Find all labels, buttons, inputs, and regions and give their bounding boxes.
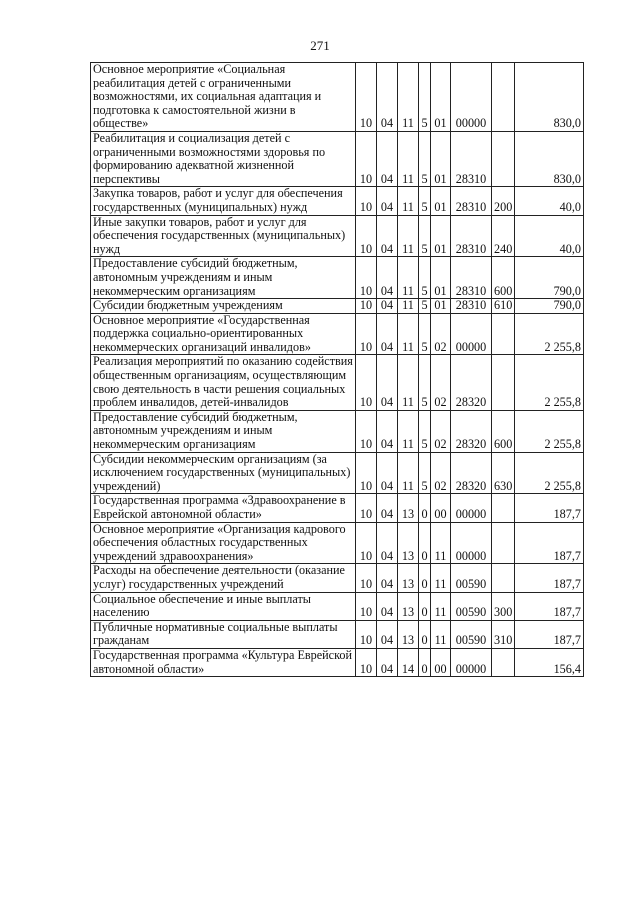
amount: 156,4 <box>515 648 584 676</box>
measure-code: 01 <box>431 63 451 132</box>
table-row <box>91 522 584 564</box>
direction-code: 28310 <box>451 131 492 186</box>
amount: 187,7 <box>515 620 584 648</box>
table-row <box>91 410 584 452</box>
section-code: 10 <box>356 187 377 215</box>
direction-code: 00000 <box>451 313 492 355</box>
table-row <box>91 313 584 355</box>
expense-name: Расходы на обеспечение деятельности (оказание услуг) государственных учреждений <box>91 564 356 592</box>
section-code: 10 <box>356 564 377 592</box>
section-code: 10 <box>356 313 377 355</box>
program-code: 11 <box>398 187 419 215</box>
expense-name: Основное мероприятие «Организация кадрового обеспечения областных государственных учреждений здравоохранения» <box>91 522 356 564</box>
section-code: 10 <box>356 648 377 676</box>
subprogram-code: 5 <box>419 452 431 494</box>
direction-code: 28320 <box>451 355 492 410</box>
subsection-code: 04 <box>377 215 398 257</box>
program-code: 14 <box>398 648 419 676</box>
subprogram-code: 5 <box>419 215 431 257</box>
subsection-code: 04 <box>377 410 398 452</box>
expense-type-code: 300 <box>492 592 515 620</box>
table-row <box>91 299 584 314</box>
expense-name: Государственная программа «Культура Еврейской автономной области» <box>91 648 356 676</box>
subsection-code: 04 <box>377 494 398 522</box>
table-row <box>91 131 584 186</box>
measure-code: 00 <box>431 648 451 676</box>
amount: 187,7 <box>515 564 584 592</box>
subprogram-code: 5 <box>419 63 431 132</box>
direction-code: 28310 <box>451 257 492 299</box>
expense-type-code: 200 <box>492 187 515 215</box>
program-code: 13 <box>398 494 419 522</box>
subprogram-code: 5 <box>419 299 431 314</box>
budget-table <box>90 62 584 677</box>
direction-code: 00000 <box>451 494 492 522</box>
table-row <box>91 648 584 676</box>
subprogram-code: 0 <box>419 620 431 648</box>
direction-code: 00000 <box>451 648 492 676</box>
expense-name: Реабилитация и социализация детей с ограниченными возможностями здоровья по формированию адекватной жизненной перспективы <box>91 131 356 186</box>
section-code: 10 <box>356 215 377 257</box>
amount: 40,0 <box>515 215 584 257</box>
subsection-code: 04 <box>377 620 398 648</box>
table-row <box>91 620 584 648</box>
direction-code: 28310 <box>451 215 492 257</box>
measure-code: 02 <box>431 313 451 355</box>
subsection-code: 04 <box>377 522 398 564</box>
expense-type-code <box>492 494 515 522</box>
direction-code: 28310 <box>451 187 492 215</box>
subprogram-code: 5 <box>419 410 431 452</box>
table-row <box>91 63 584 132</box>
expense-type-code: 630 <box>492 452 515 494</box>
subsection-code: 04 <box>377 299 398 314</box>
amount: 187,7 <box>515 592 584 620</box>
section-code: 10 <box>356 620 377 648</box>
amount: 2 255,8 <box>515 313 584 355</box>
expense-name: Социальное обеспечение и иные выплаты населению <box>91 592 356 620</box>
amount: 40,0 <box>515 187 584 215</box>
program-code: 13 <box>398 592 419 620</box>
program-code: 11 <box>398 410 419 452</box>
expense-type-code: 240 <box>492 215 515 257</box>
section-code: 10 <box>356 131 377 186</box>
program-code: 11 <box>398 452 419 494</box>
subsection-code: 04 <box>377 257 398 299</box>
table-row <box>91 592 584 620</box>
expense-name: Иные закупки товаров, работ и услуг для обеспечения государственных (муниципальных) нужд <box>91 215 356 257</box>
program-code: 11 <box>398 355 419 410</box>
amount: 2 255,8 <box>515 452 584 494</box>
subsection-code: 04 <box>377 187 398 215</box>
section-code: 10 <box>356 410 377 452</box>
expense-type-code: 310 <box>492 620 515 648</box>
measure-code: 02 <box>431 410 451 452</box>
amount: 790,0 <box>515 299 584 314</box>
direction-code: 00000 <box>451 63 492 132</box>
amount: 790,0 <box>515 257 584 299</box>
section-code: 10 <box>356 494 377 522</box>
subprogram-code: 0 <box>419 522 431 564</box>
direction-code: 28310 <box>451 299 492 314</box>
subprogram-code: 0 <box>419 494 431 522</box>
expense-name: Государственная программа «Здравоохранение в Еврейской автономной области» <box>91 494 356 522</box>
table-row <box>91 452 584 494</box>
program-code: 11 <box>398 313 419 355</box>
expense-name: Основное мероприятие «Социальная реабилитация детей с ограниченными возможностями, их социальная адаптация и подготовка к самостоятельной жизни в обществе» <box>91 63 356 132</box>
measure-code: 01 <box>431 215 451 257</box>
expense-type-code <box>492 522 515 564</box>
expense-name: Предоставление субсидий бюджетным, автономным учреждениям и иным некоммерческим организациям <box>91 257 356 299</box>
expense-name: Предоставление субсидий бюджетным, автономным учреждениям и иным некоммерческим организациям <box>91 410 356 452</box>
subprogram-code: 0 <box>419 592 431 620</box>
table-body <box>91 63 584 677</box>
subsection-code: 04 <box>377 63 398 132</box>
subsection-code: 04 <box>377 355 398 410</box>
program-code: 13 <box>398 564 419 592</box>
direction-code: 00590 <box>451 592 492 620</box>
subprogram-code: 5 <box>419 313 431 355</box>
subprogram-code: 0 <box>419 564 431 592</box>
measure-code: 01 <box>431 131 451 186</box>
table-row <box>91 187 584 215</box>
amount: 187,7 <box>515 522 584 564</box>
program-code: 13 <box>398 522 419 564</box>
section-code: 10 <box>356 452 377 494</box>
expense-type-code <box>492 648 515 676</box>
amount: 2 255,8 <box>515 410 584 452</box>
expense-type-code: 610 <box>492 299 515 314</box>
expense-type-code <box>492 355 515 410</box>
direction-code: 28320 <box>451 452 492 494</box>
measure-code: 01 <box>431 299 451 314</box>
program-code: 11 <box>398 63 419 132</box>
expense-type-code <box>492 313 515 355</box>
program-code: 11 <box>398 257 419 299</box>
expense-type-code <box>492 131 515 186</box>
section-code: 10 <box>356 299 377 314</box>
measure-code: 11 <box>431 522 451 564</box>
measure-code: 11 <box>431 620 451 648</box>
program-code: 13 <box>398 620 419 648</box>
measure-code: 01 <box>431 187 451 215</box>
amount: 187,7 <box>515 494 584 522</box>
page-number: 271 <box>310 38 330 53</box>
measure-code: 11 <box>431 564 451 592</box>
amount: 2 255,8 <box>515 355 584 410</box>
section-code: 10 <box>356 592 377 620</box>
section-code: 10 <box>356 355 377 410</box>
section-code: 10 <box>356 63 377 132</box>
expense-name: Реализация мероприятий по оказанию содействия общественным организациям, осуществляющим свою деятельность в части решения социальных проблем инвалидов, детей-инвалидов <box>91 355 356 410</box>
measure-code: 01 <box>431 257 451 299</box>
subsection-code: 04 <box>377 131 398 186</box>
subprogram-code: 5 <box>419 131 431 186</box>
subsection-code: 04 <box>377 564 398 592</box>
amount: 830,0 <box>515 63 584 132</box>
subprogram-code: 5 <box>419 187 431 215</box>
table-row <box>91 355 584 410</box>
program-code: 11 <box>398 299 419 314</box>
program-code: 11 <box>398 131 419 186</box>
subprogram-code: 5 <box>419 355 431 410</box>
measure-code: 02 <box>431 355 451 410</box>
direction-code: 00000 <box>451 522 492 564</box>
expense-type-code <box>492 564 515 592</box>
direction-code: 00590 <box>451 620 492 648</box>
table-row <box>91 215 584 257</box>
table-row <box>91 494 584 522</box>
measure-code: 00 <box>431 494 451 522</box>
subprogram-code: 5 <box>419 257 431 299</box>
expense-name: Субсидии бюджетным учреждениям <box>91 299 356 314</box>
expense-name: Основное мероприятие «Государственная поддержка социально-ориентированных некоммерческих организаций инвалидов» <box>91 313 356 355</box>
subsection-code: 04 <box>377 452 398 494</box>
measure-code: 11 <box>431 592 451 620</box>
subsection-code: 04 <box>377 313 398 355</box>
table-row <box>91 564 584 592</box>
section-code: 10 <box>356 522 377 564</box>
expense-name: Закупка товаров, работ и услуг для обеспечения государственных (муниципальных) нужд <box>91 187 356 215</box>
direction-code: 28320 <box>451 410 492 452</box>
expense-type-code <box>492 63 515 132</box>
expense-name: Публичные нормативные социальные выплаты гражданам <box>91 620 356 648</box>
direction-code: 00590 <box>451 564 492 592</box>
amount: 830,0 <box>515 131 584 186</box>
subsection-code: 04 <box>377 648 398 676</box>
program-code: 11 <box>398 215 419 257</box>
subprogram-code: 0 <box>419 648 431 676</box>
table-row <box>91 257 584 299</box>
section-code: 10 <box>356 257 377 299</box>
expense-type-code: 600 <box>492 257 515 299</box>
measure-code: 02 <box>431 452 451 494</box>
subsection-code: 04 <box>377 592 398 620</box>
expense-name: Субсидии некоммерческим организациям (за исключением государственных (муниципальных) учреждений) <box>91 452 356 494</box>
expense-type-code: 600 <box>492 410 515 452</box>
